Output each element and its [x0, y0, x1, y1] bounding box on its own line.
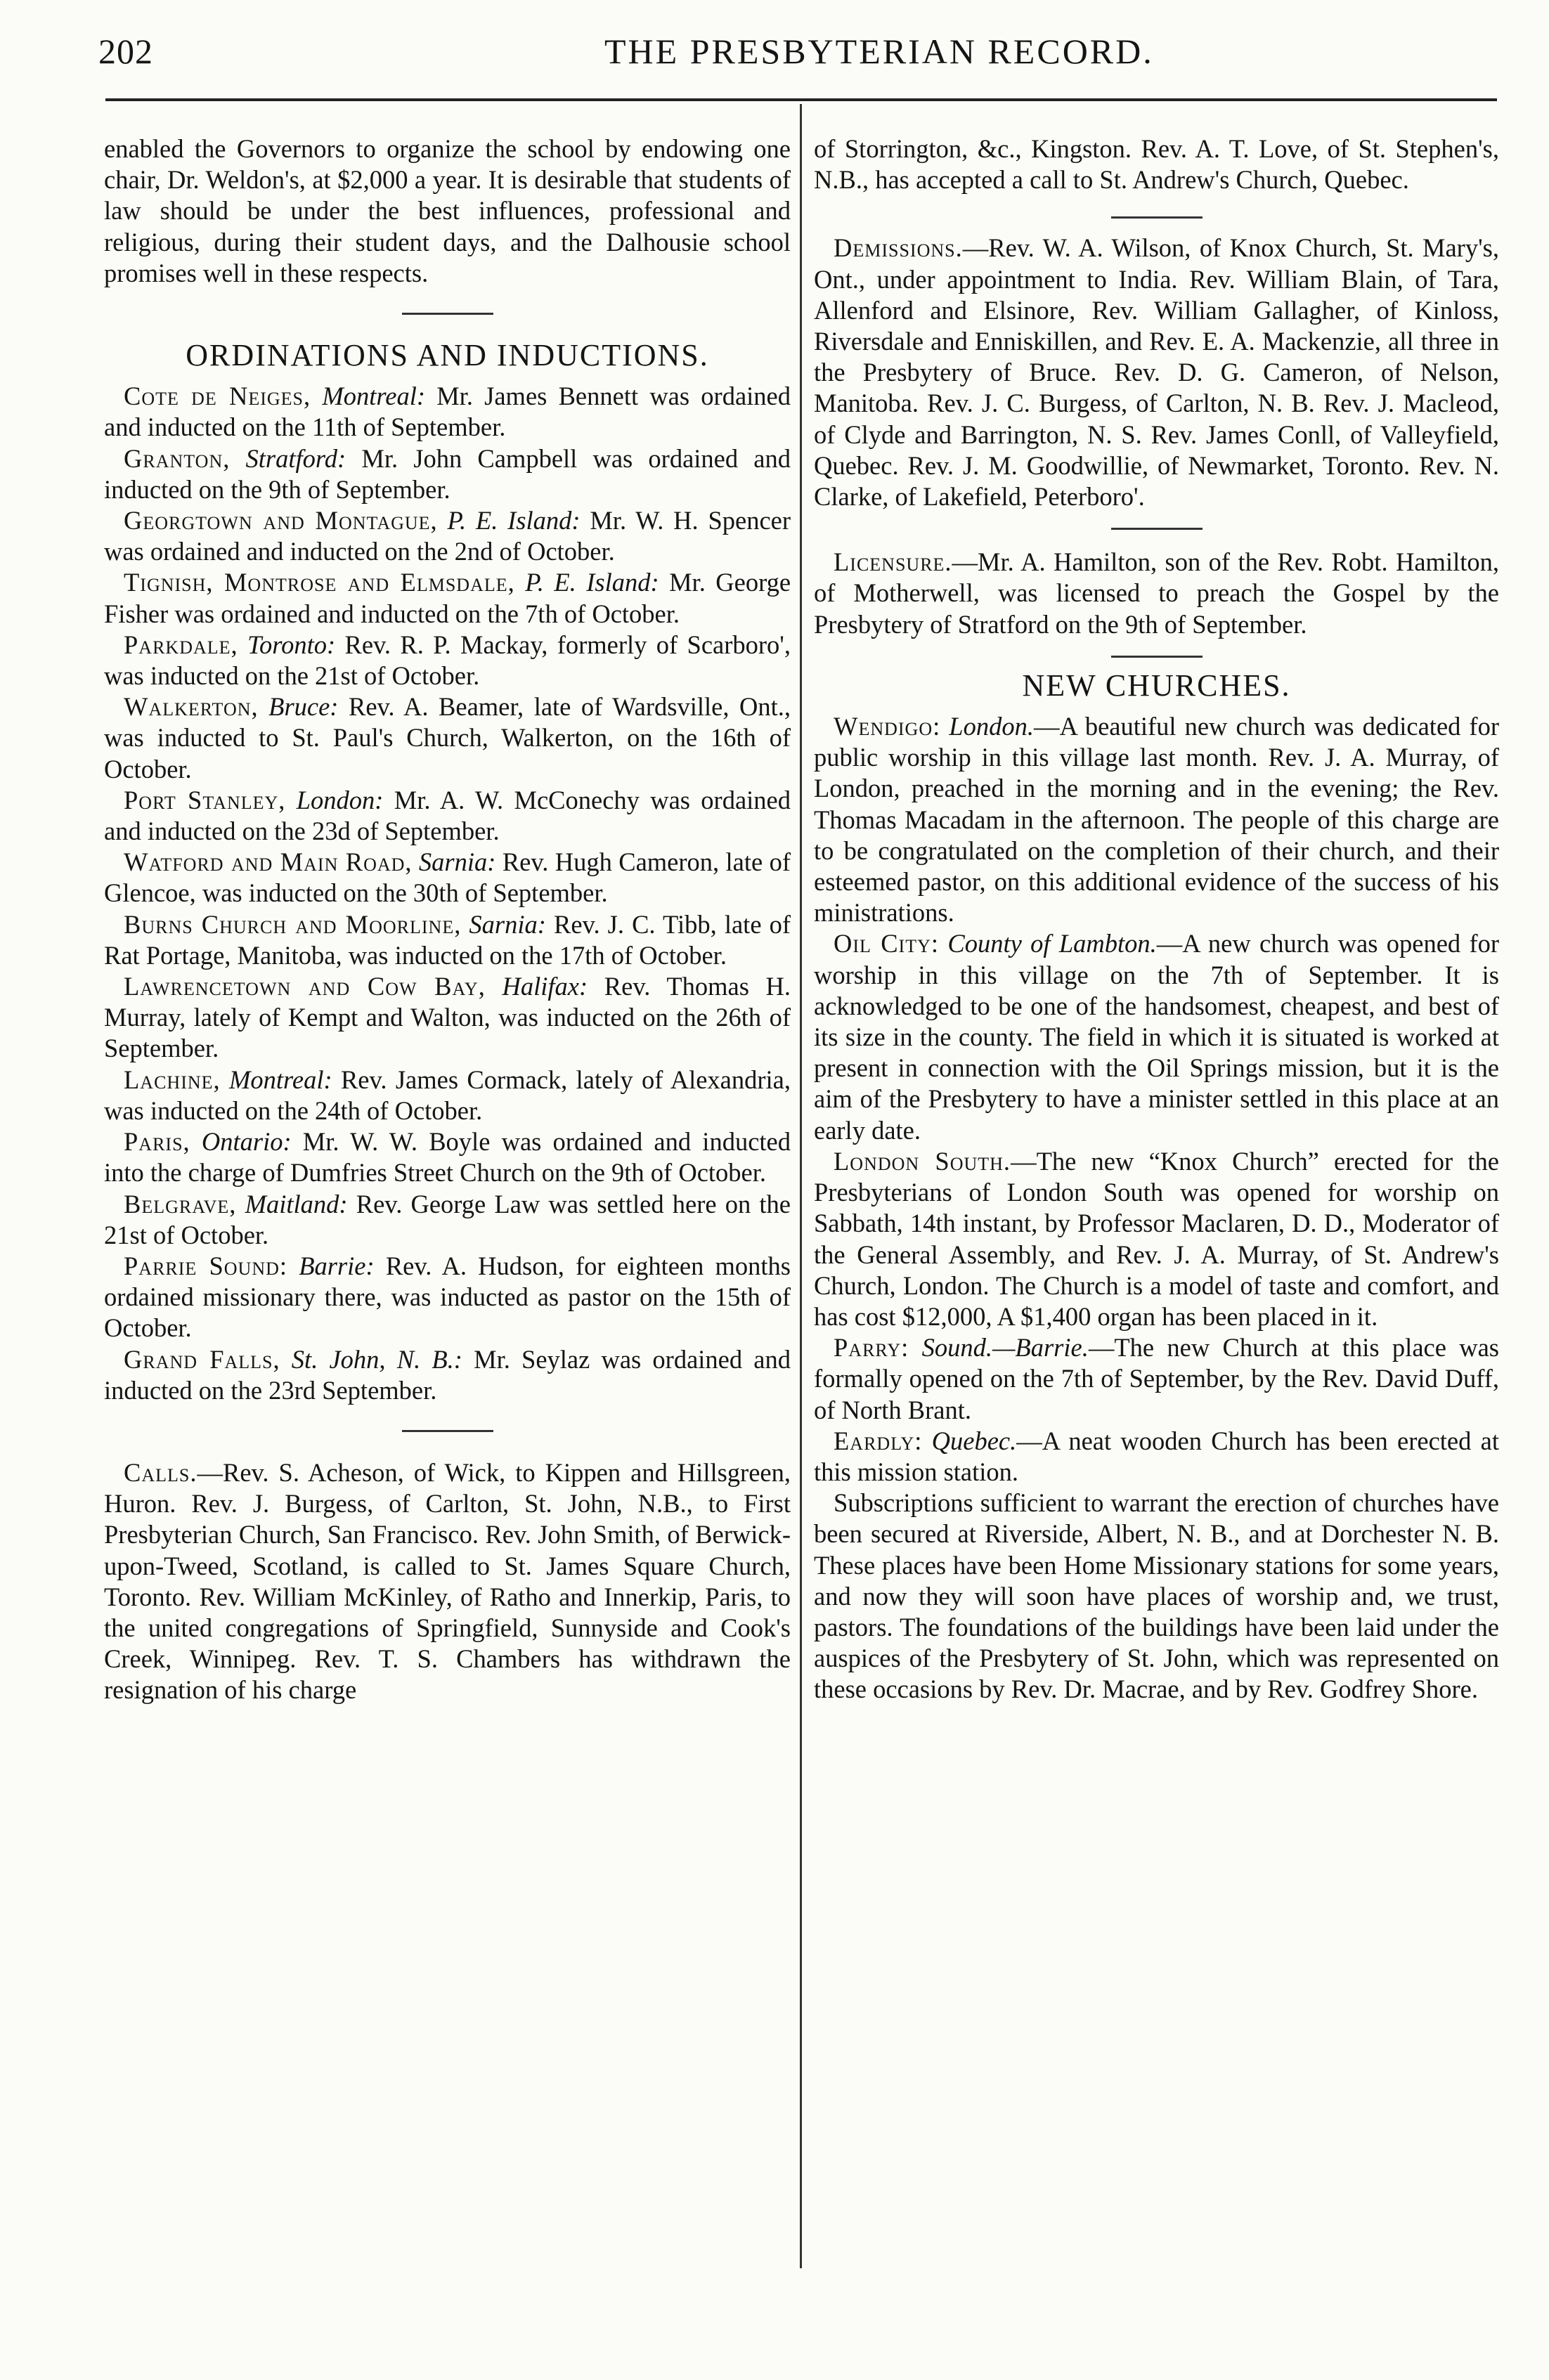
- column-divider: [800, 104, 802, 2268]
- ordination-entry-lead: Tignish, Montrose and Elmsdale,: [124, 568, 515, 597]
- ordination-entry-text: Mr. W. H. Spencer was ordained and inducted on the 2nd of October.: [104, 506, 791, 566]
- ordination-entry: [104, 909, 791, 971]
- ordination-entry-text: Rev. R. P. Mackay, formerly of Scarboro', was inducted on the 21st of October.: [104, 630, 791, 691]
- calls-text: —Rev. S. Acheson, of Wick, to Kippen and Hillsgreen, Huron. Rev. J. Burgess, of Carlton, St. John, N.B., to First Presbyterian Church, San Francisco. Rev. John Smith, of Berwick-upon-Tweed, Scotland, is called to St. James Square Church, Toronto. Rev. William McKinley, of Ratho and Innerkip, Paris, to the united congregations of Springfield, Sunnyside and Cook's Creek, Winnipeg. Rev. T. S. Chambers has withdrawn the resignation of his charge: [104, 1457, 791, 1705]
- left-column: [104, 134, 791, 1706]
- church-entry-lead: Wendigo:: [834, 712, 941, 741]
- church-entry-location: London.: [949, 712, 1034, 741]
- church-entry-text: —A beautiful new church was dedicated for public worship in this village last month. Rev. J. A. Murray, of London, preached in the morning and in the evening; the Rev. Thomas Macadam in the afternoon. The people of this charge are to be congratulated on the completion of their church, and their esteemed pastor, on this additional evidence of the success of his ministrations.: [814, 712, 1499, 928]
- ordination-entry-text: Rev. Hugh Cameron, late of Glencoe, was inducted on the 30th of September.: [104, 847, 791, 908]
- running-title: THE PRESBYTERIAN RECORD.: [604, 32, 1154, 71]
- section-divider: [1111, 528, 1203, 530]
- church-entry-location: County of Lambton.: [947, 929, 1157, 958]
- church-entry-lead: Oil City:: [834, 929, 940, 958]
- demissions-paragraph: [814, 233, 1499, 512]
- ordination-entry-location: Toronto:: [247, 630, 336, 659]
- ordination-entry-lead: Parrie Sound:: [124, 1251, 288, 1280]
- ordinations-heading: ORDINATIONS AND INDUCTIONS.: [186, 338, 709, 373]
- ordination-entry-location: Ontario:: [201, 1127, 292, 1157]
- church-entry-text: —The new Church at this place was formally opened on the 7th of September, by the Rev. David Duff, of North Brant.: [814, 1333, 1500, 1424]
- ordination-entry-lead: Lachine,: [124, 1065, 221, 1094]
- ordination-entry: [104, 1065, 791, 1126]
- ordination-entry-location: Barrie:: [299, 1251, 375, 1280]
- right-column: [814, 134, 1499, 1705]
- church-entry: [814, 1332, 1499, 1426]
- header-rule: [105, 98, 1497, 101]
- licensure-text: —Mr. A. Hamilton, son of the Rev. Robt. Hamilton, of Motherwell, was licensed to preach the Gospel by the Presbytery of Stratford on the 9th of September.: [814, 547, 1499, 639]
- ordination-entry: [104, 847, 791, 909]
- ordination-entry-text: Rev. A. Beamer, late of Wardsville, Ont., was inducted to St. Paul's Church, Walkerton, on the 16th of October.: [104, 692, 791, 783]
- ordination-entry-text: Mr. A. W. McConechy was ordained and inducted on the 23d of September.: [104, 785, 791, 846]
- ordination-entry-text: Mr. John Campbell was ordained and inducted on the 9th of September.: [104, 443, 791, 504]
- new-churches-heading: NEW CHURCHES.: [1022, 668, 1291, 703]
- ordination-entry-location: P. E. Island:: [447, 506, 581, 535]
- church-entry-text: —A neat wooden Church has been erected at this mission station.: [814, 1426, 1499, 1486]
- church-entry: [814, 1426, 1499, 1488]
- intro-paragraph: enabled the Governors to organize the school by endowing one chair, Dr. Weldon's, at $2,000 a year. It is desirable that students of law should be under the best influences, professional and religious, during their student days, and the Dalhousie school promises well in these respects.: [104, 134, 791, 287]
- ordination-entry: [104, 1189, 791, 1251]
- ordination-entry: [104, 381, 791, 443]
- ordination-entry-location: Sarnia:: [469, 909, 546, 939]
- ordination-entry-location: Montreal:: [228, 1065, 332, 1094]
- ordination-entry: [104, 567, 791, 629]
- church-entry: [814, 928, 1499, 1145]
- ordination-entry-text: Rev. J. C. Tibb, late of Rat Portage, Manitoba, was inducted on the 17th of October.: [104, 909, 791, 970]
- demissions-text: —Rev. W. A. Wilson, of Knox Church, St. Mary's, Ont., under appointment to India. Rev. William Blain, of Tara, Allenford and Elsinore, Rev. William Gallagher, of Kinloss, Riversdale and Enniskillen, and Rev. E. A. Mackenzie, all three in the Presbytery of Bruce. Rev. D. G. Cameron, of Nelson, Manitoba. Rev. J. C. Burgess, of Carlton, N. B. Rev. J. Macleod, of Clyde and Barrington, N. S. Rev. James Conll, of Valleyfield, Quebec. Rev. J. M. Goodwillie, of Newmarket, Toronto. Rev. N. Clarke, of Lakefield, Peterboro'.: [814, 233, 1499, 512]
- section-divider: [1111, 656, 1203, 658]
- ordination-entry-location: Halifax:: [502, 972, 588, 1001]
- ordination-entry-location: P. E. Island:: [525, 568, 659, 597]
- church-entry-text: —The new “Knox Church” erected for the Presbyterians of London South was opened for worship on Sabbath, 14th instant, by Professor Maclaren, D. D., Moderator of the General Assembly, and Rev. J. A. Murray, of St. Andrew's Church, London. The Church is a model of taste and comfort, and has cost $12,000, A $1,400 organ has been placed in it.: [814, 1146, 1499, 1331]
- ordination-entry-text: Rev. James Cormack, lately of Alexandria, was inducted on the 24th of October.: [104, 1065, 791, 1125]
- ordination-entry: [104, 443, 791, 505]
- ordination-entry-location: Sarnia:: [418, 847, 496, 877]
- demissions-lead: Demissions.: [834, 233, 963, 263]
- ordination-entry-text: Rev. A. Hudson, for eighteen months ordained missionary there, was inducted as pastor on the 15th of October.: [104, 1251, 791, 1343]
- ordination-entry-lead: Cote de Neiges,: [124, 382, 311, 411]
- church-entry-lead: London South.: [834, 1146, 1011, 1176]
- ordination-entry-location: St. John, N. B.:: [291, 1344, 462, 1374]
- licensure-lead: Licensure.: [834, 547, 952, 577]
- ordination-entry-location: Stratford:: [245, 443, 346, 473]
- ordination-entry-lead: Port Stanley,: [124, 785, 286, 814]
- ordination-entry-lead: Grand Falls,: [124, 1344, 280, 1374]
- ordination-entry: [104, 785, 791, 847]
- church-entry: [814, 1146, 1499, 1332]
- ordination-entry-lead: Burns Church and Moorline,: [124, 909, 462, 939]
- ordination-entry-lead: Georgtown and Montague,: [124, 506, 438, 535]
- ordinations-list: [104, 381, 791, 1406]
- spacer: [814, 195, 1499, 204]
- page-header: [98, 27, 1497, 83]
- ordination-entry-lead: Parkdale,: [124, 630, 238, 659]
- ordination-entry-text: Mr. George Fisher was ordained and inducted on the 7th of October.: [104, 568, 791, 628]
- closing-paragraph: Subscriptions sufficient to warrant the erection of churches have been secured at Riverside, Albert, N. B., and at Dorchester N. B. These places have been Home Missionary stations for some years, and now they will soon have places of worship and, we trust, pastors. The foundations of the buildings have been laid under the auspices of the Presbytery of St. John, which was represented on these occasions by Rev. Dr. Macrae, and by Rev. Godfrey Shore.: [814, 1488, 1499, 1704]
- ordination-entry-location: London:: [296, 785, 384, 814]
- ordination-entry-lead: Paris,: [124, 1127, 190, 1157]
- section-divider: [402, 1430, 493, 1432]
- licensure-paragraph: [814, 547, 1499, 640]
- ordination-entry-text: Mr. Seylaz was ordained and inducted on the 23rd September.: [104, 1344, 791, 1405]
- ordination-entry-location: Montreal:: [322, 382, 425, 411]
- church-entry-location: Quebec.: [931, 1426, 1017, 1455]
- church-entry-lead: Eardly:: [834, 1426, 923, 1455]
- ordination-entry-lead: Granton,: [124, 443, 231, 473]
- ordination-entry-lead: Watford and Main Road,: [124, 847, 413, 877]
- ordination-entry-text: Rev. Thomas H. Murray, lately of Kempt and Walton, was inducted on the 26th of September.: [104, 972, 791, 1063]
- page-number: 202: [98, 32, 153, 71]
- church-entry-text: —A new church was opened for worship in this village on the 7th of September. It is acknowledged to be one of the handsomest, cheapest, and best of its size in the county. The field in which it is situated is worked at present in connection with the Oil Springs mission, but it is the aim of the Presbytery to have a minister settled in this place at an early date.: [814, 929, 1500, 1145]
- section-divider: [402, 313, 493, 315]
- ordination-entry-location: Maitland:: [245, 1189, 348, 1218]
- section-divider: [1111, 216, 1203, 219]
- ordination-entry-text: Rev. George Law was settled here on the 21st of October.: [104, 1189, 791, 1249]
- ordination-entry: [104, 1344, 791, 1406]
- ordination-entry-lead: Belgrave,: [124, 1189, 237, 1218]
- ordination-entry: [104, 971, 791, 1065]
- ordination-entry: [104, 630, 791, 691]
- ordination-entry: [104, 505, 791, 567]
- ordination-entry-lead: Walkerton,: [124, 692, 259, 722]
- ordination-entry-location: Bruce:: [268, 692, 339, 722]
- ordination-entry-text: Mr. James Bennett was ordained and inducted on the 11th of September.: [104, 382, 791, 442]
- church-entry-location: Sound.—Barrie.: [921, 1333, 1089, 1363]
- ordination-entry-text: Mr. W. W. Boyle was ordained and inducted into the charge of Dumfries Street Church on the 9th of October.: [104, 1127, 791, 1188]
- ordination-entry: [104, 1126, 791, 1188]
- ordination-entry: [104, 1251, 791, 1344]
- calls-lead: Calls.: [124, 1457, 197, 1487]
- church-entry: [814, 711, 1499, 928]
- ordination-entry-lead: Lawrencetown and Cow Bay,: [124, 972, 486, 1001]
- calls-continued: of Storrington, &c., Kingston. Rev. A. T. Love, of St. Stephen's, N.B., has accepted a call to St. Andrew's Church, Quebec.: [814, 134, 1499, 195]
- church-entry-lead: Parry:: [834, 1333, 909, 1363]
- ordination-entry: [104, 691, 791, 785]
- churches-list: [814, 711, 1499, 1488]
- calls-paragraph: [104, 1457, 791, 1706]
